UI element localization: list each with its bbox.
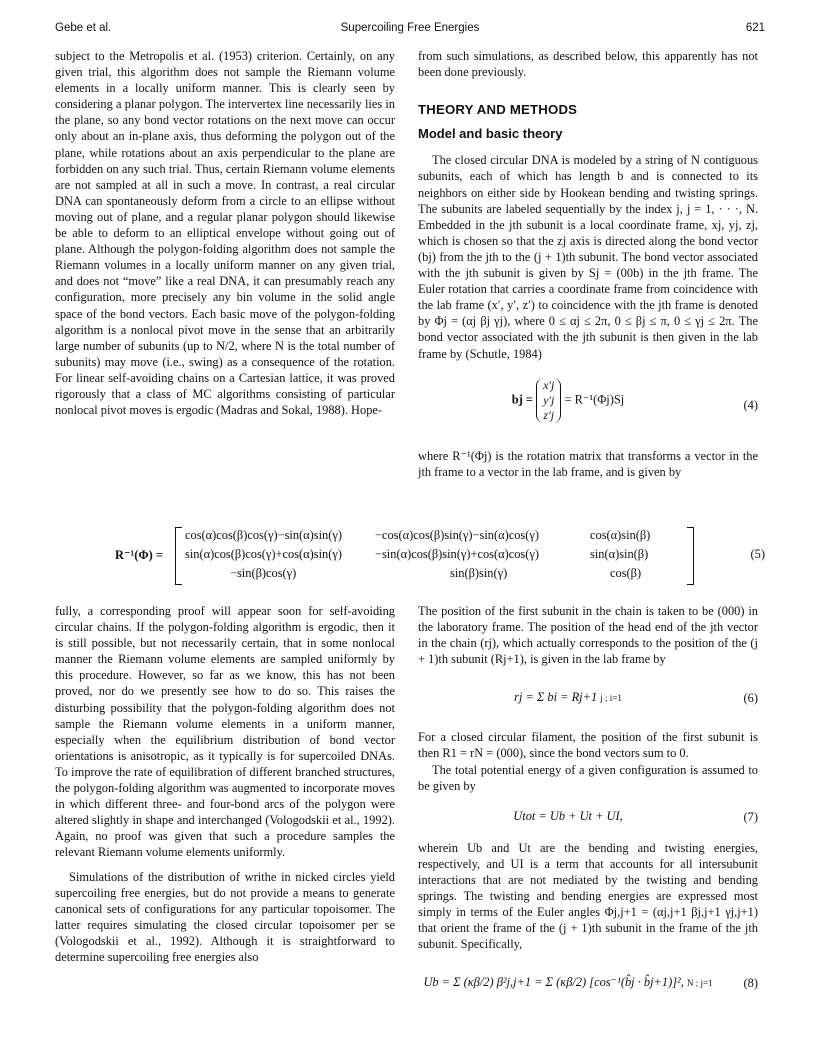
body-paragraph: Simulations of the distribution of writhe in nicked circles yield supercoiling free energies, but do not provide a means to generate canonical sets of configurations for any particular topoisomer. The latter requires simulating the closed circular topoisomer per se (Vologodskii et al., 1992). Although it is straightforward to determine supercoiling free energies also (55, 869, 395, 964)
matrix-row (185, 528, 685, 546)
page-number: 621 (745, 22, 765, 34)
equation-7 (418, 802, 758, 832)
matrix-cell: sin(β)sin(γ) (450, 566, 508, 580)
equation-number: (6) (743, 691, 758, 706)
running-head (55, 22, 765, 38)
eq4-vec-z: z′j (543, 407, 555, 422)
matrix-cell: cos(β) (610, 566, 642, 580)
eq4-vec-y: y′j (543, 392, 555, 407)
right-column-bottom (418, 603, 758, 1014)
body-paragraph: where R⁻¹(Φj) is the rotation matrix that transforms a vector in the jth frame to a vector in the lab frame, and is given by (418, 448, 758, 479)
matrix-cell: cos(α)sin(β) (590, 528, 651, 542)
body-paragraph: from such simulations, as described below, this apparently has not been done previously. (418, 49, 758, 80)
matrix-lhs: R⁻¹(Φ) = (115, 548, 163, 562)
eq8-body: Ub = Σ (κβ/2) β²j,j+1 = Σ (κβ/2) [cos⁻¹(b̂j · b̂j+1)]², (423, 975, 684, 990)
equation-number: (4) (743, 397, 758, 412)
right-bracket (687, 527, 694, 585)
body-paragraph: subject to the Metropolis et al. (1953) criterion. Certainly, on any given trial, this algorithm does not sample the Riemann volume elements in a locally uniform manner. This is clearly seen by considering a planar polygon. The intervertex line necessarily lies in the plane, so any bond vector rotations on the next move can occur only about an in-plane axis, thus deforming the polygon out of the plane, while rotations about an axis perpendicular to the plane are forbidden on any such trial. Thus, certain Riemann volume elements are not sampled at all in such a move. In contrast, a real circular DNA can spontaneously deform from a circle to an ellipse without moving out of plane, and a regular planar polygon should likewise be able to deform to an elliptical envelope without going out of plane. Although the polygon-folding algorithm does not sample the Riemann volumes in a locally uniform manner on any given trial, and does not “move” like a real DNA, it can presumably reach any configuration, more precisely any bin volume in the solid angle space of the bond vectors. Each basic move of the polygon-folding algorithm is a nonlocal pivot move in the sense that an arbitrarily large number of subunits (up to N/2, where N is the total number of subunits) may move (i.e., swing) as a consequence of the rotation. For linear self-avoiding chains on a Cartesian lattice, it was proved rigorously that a class of MC algorithms consisting of particular nonlocal pivot moves is ergodic (Madras and Sokal, 1988). Hope- (55, 49, 395, 418)
body-paragraph: wherein Ub and Ut are the bending and twisting energies, respectively, and UI is a term that accounts for all intersubunit interactions that are not mediated by the twisting and bending springs. The twisting and bending energies are expressed most simply in terms of the Euler angles Φj,j+1 = (αj,j+1 βj,j+1 γj,j+1) that orient the frame of the (j + 1)th subunit in the frame of the jth subunit. Specifically, (418, 840, 758, 952)
eq4-lhs: bj = (511, 391, 533, 406)
eq7-body: Utot = Ub + Ut + UI, (513, 808, 623, 823)
matrix-cell: −sin(β)cos(γ) (230, 566, 297, 580)
matrix-row (185, 566, 685, 584)
eq8-limits: N ; j=1 (686, 978, 713, 989)
equation-number: (7) (743, 809, 758, 824)
matrix-cell: −sin(α)cos(β)sin(γ)+cos(α)cos(γ) (375, 547, 539, 561)
eq6-limits: j ; i=1 (600, 693, 622, 704)
eq4-rhs: = R⁻¹(Φj)Sj (564, 391, 625, 406)
matrix-cell: −cos(α)cos(β)sin(γ)−sin(α)cos(γ) (375, 528, 539, 542)
left-column-bottom (55, 603, 395, 965)
body-paragraph: fully, a corresponding proof will appear soon for self-avoiding circular chains. If the polygon-folding algorithm is ergodic, then it is still possible, but not necessarily certain, that in some nonlocal manner the Riemann volume elements are sampled uniformly by this procedure. However, so far as we know, this has not been proved, nor do we presently see how to do so. This raises the disturbing possibility that the polygon-folding algorithm does not sample the Riemann volume elements in a uniform manner, especially when the equilibrium distribution of bond vector orientations is anisotropic, as it typically is for supercoiled DNAs. To improve the rate of equilibration of different branched structures, the polygon-folding algorithm was augmented to incorporate moves in which different three- and four-bond arcs of the polygon were altered slightly in shape and interchanged (Vologodskii et al., 1992). Again, no proof was given that such a procedure samples the relevant Riemann volume elements uniformly. (55, 604, 395, 860)
eq4-vector (536, 378, 561, 423)
equation-number: (8) (743, 976, 758, 991)
equation-8 (418, 960, 758, 1006)
subsection-heading: Model and basic theory (418, 126, 563, 142)
matrix-row (185, 547, 685, 565)
eq4-vec-x: x′j (543, 377, 555, 392)
body-paragraph: The closed circular DNA is modeled by a string of N contiguous subunits, each of which has length b and is connected to its neighbors on either side by Hookean bending and twisting springs. The subunits are labeled sequentially by the index j, j = 1, · · ·, N. Embedded in the jth subunit is a local coordinate frame, xj, yj, zj, which is chosen so that the zj axis is directed along the bond vector (bj) from the jth to the (j + 1)th subunit. The bond vector associated with the jth subunit is given by Sj = (00b) in the jth frame. The Euler rotation that carries a coordinate frame from coincidence with the lab frame (x′, y′, z′) to coincidence with the jth frame is denoted by Φj = (αj βj γj), where 0 ≤ αj ≤ 2π, 0 ≤ βj ≤ π, 0 ≤ γj ≤ 2π. The bond vector associated with the jth subunit is then given in the lab frame by (Schutle, 1984) (418, 153, 758, 361)
matrix-cell: sin(α)cos(β)cos(γ)+cos(α)sin(γ) (185, 547, 342, 561)
eq6-body: rj = Σ bi = Rj+1 (514, 690, 598, 705)
section-heading: THEORY AND METHODS (418, 102, 578, 118)
right-column-top (418, 48, 758, 480)
equation-5-matrix (55, 527, 765, 587)
matrix-cell: cos(α)cos(β)cos(γ)−sin(α)sin(γ) (185, 528, 342, 542)
equation-6 (418, 675, 758, 721)
left-column-top (55, 48, 395, 418)
body-paragraph: The total potential energy of a given configuration is assumed to be given by (418, 762, 758, 793)
equation-number: (5) (750, 547, 765, 561)
left-bracket (175, 527, 182, 585)
equation-4 (418, 370, 758, 440)
author-header: Gebe et al. (55, 22, 112, 34)
title-header: Supercoiling Free Energies (340, 22, 480, 34)
body-paragraph: The position of the first subunit in the chain is taken to be (000) in the laboratory frame. The position of the head end of the jth vector in the chain (rj), which actually corresponds to the position of the (j + 1)th subunit (Rj+1), is given in the lab frame by (418, 604, 758, 667)
body-paragraph: For a closed circular filament, the position of the first subunit is then R1 = rN = (000), since the bond vectors sum to 0. (418, 730, 758, 761)
matrix-cell: sin(α)sin(β) (590, 547, 649, 561)
